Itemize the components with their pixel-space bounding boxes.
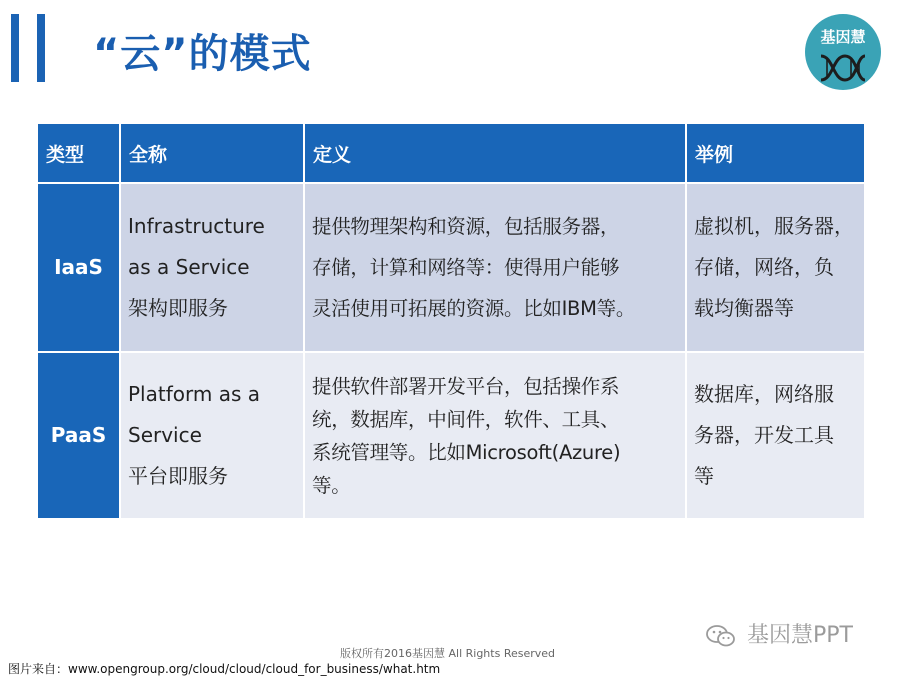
- header-fullname: 全称: [120, 124, 304, 183]
- example-line: 等: [694, 464, 714, 488]
- fullname-line: 架构即服务: [128, 296, 228, 320]
- wechat-label: 基因慧PPT: [747, 623, 853, 648]
- accent-bar-left: [11, 14, 19, 82]
- definition-cell: [304, 352, 686, 519]
- copyright-text: 版权所有2016基因慧 All Rights Reserved: [340, 647, 556, 660]
- logo-text: 基因慧: [820, 28, 866, 46]
- definition-cell: [304, 183, 686, 352]
- definition-line: 系统管理等。比如Microsoft(Azure): [312, 440, 621, 464]
- table-header-row: [38, 124, 865, 183]
- type-cell: IaaS: [38, 183, 120, 352]
- definition-line: 存储，计算和网络等：使得用户能够: [312, 256, 620, 279]
- example-line: 存储，网络，负: [694, 255, 834, 279]
- definition-line: 等。: [312, 473, 351, 497]
- wechat-icon: [706, 624, 736, 648]
- header-example: 举例: [686, 124, 865, 183]
- example-line: 数据库，网络服: [694, 382, 834, 406]
- fullname-line: Service: [128, 423, 202, 447]
- fullname-line: Infrastructure: [128, 214, 265, 238]
- example-line: 虚拟机，服务器，: [694, 214, 854, 238]
- fullname-cell: [120, 183, 304, 352]
- image-source-text: 图片来自：www.opengroup.org/cloud/cloud/cloud_for_business/what.htm: [8, 662, 441, 676]
- definition-line: 统，数据库，中间件，软件、工具、: [312, 407, 620, 431]
- example-cell: [686, 352, 865, 519]
- example-line: 务器，开发工具: [694, 423, 834, 447]
- example-line: 载均衡器等: [694, 296, 794, 320]
- example-cell: [686, 183, 865, 352]
- page-title: “云”的模式: [93, 31, 312, 77]
- header-definition: 定义: [304, 124, 686, 183]
- definition-line: 提供软件部署开发平台，包括操作系: [312, 374, 620, 398]
- table-row: [38, 352, 865, 519]
- fullname-cell: [120, 352, 304, 519]
- type-cell: PaaS: [38, 352, 120, 519]
- header-type: 类型: [38, 124, 120, 183]
- fullname-line: as a Service: [128, 255, 250, 279]
- fullname-line: Platform as a: [128, 382, 260, 406]
- brand-logo: [805, 14, 881, 90]
- definition-line: 灵活使用可拓展的资源。比如IBM等。: [312, 297, 636, 320]
- dna-helix-icon: [819, 50, 867, 86]
- fullname-line: 平台即服务: [128, 464, 228, 488]
- definition-line: 提供物理架构和资源，包括服务器，: [312, 215, 620, 238]
- wechat-account: [706, 618, 853, 649]
- table-row: [38, 183, 865, 352]
- accent-bar-right: [37, 14, 45, 82]
- cloud-models-table: [38, 124, 866, 520]
